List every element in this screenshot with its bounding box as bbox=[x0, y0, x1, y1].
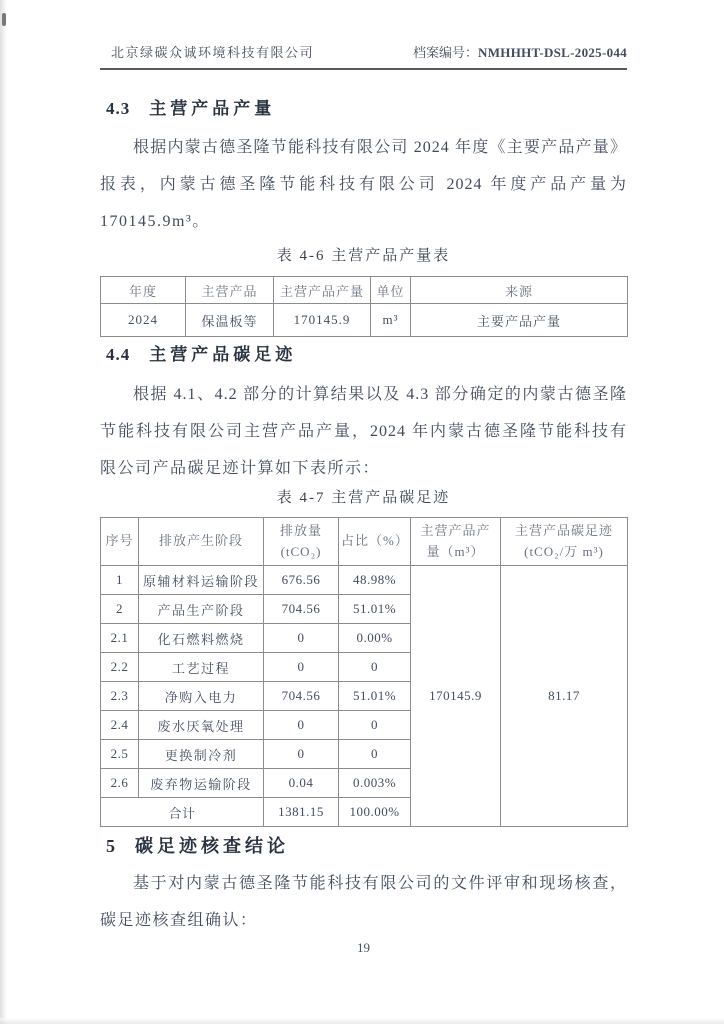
table-cell: 48.98% bbox=[339, 566, 411, 595]
column-header-year: 年度 bbox=[101, 277, 186, 304]
total-label-cell: 合计 bbox=[101, 798, 264, 827]
table-cell: 产品生产阶段 bbox=[139, 595, 264, 624]
table-cell: 化石燃料燃烧 bbox=[139, 624, 264, 653]
header-line: (tCO₂/万 m³) bbox=[524, 543, 604, 559]
merged-product-output-cell: 170145.9 bbox=[411, 566, 501, 827]
section-heading-4-4 bbox=[106, 345, 296, 365]
column-header-share: 占比（%） bbox=[339, 518, 411, 566]
column-header-stage: 排放产生阶段 bbox=[139, 518, 264, 566]
paragraph-line: 报表，内蒙古德圣隆节能科技有限公司 2024 年度产品产量为 bbox=[100, 175, 627, 193]
section-number: 4.4 bbox=[106, 345, 131, 364]
table-cell: 0.00% bbox=[339, 624, 411, 653]
header-line: (tCO₂) bbox=[280, 543, 322, 559]
column-header-product-output bbox=[411, 518, 501, 566]
table-cell: 0 bbox=[264, 624, 339, 653]
table-cell: 2.1 bbox=[101, 624, 139, 653]
header-line: 主营产品碳足迹 bbox=[514, 523, 613, 539]
table-cell: 2.3 bbox=[101, 682, 139, 711]
table-cell: 2.4 bbox=[101, 711, 139, 740]
table-cell: 704.56 bbox=[264, 595, 339, 624]
page-number: 19 bbox=[357, 940, 370, 955]
table-header-row bbox=[101, 277, 628, 304]
paragraph-line: 限公司产品碳足迹计算如下表所示： bbox=[100, 459, 381, 477]
table-4-6-caption: 表 4-6 主营产品产量表 bbox=[276, 248, 451, 264]
table-cell: 0 bbox=[339, 711, 411, 740]
header-line: 量（m³） bbox=[426, 543, 485, 559]
table-cell: 2.5 bbox=[101, 740, 139, 769]
scan-edge-shadow-left bbox=[0, 0, 7, 1024]
archive-label: 档案编号： bbox=[413, 45, 479, 60]
table-cell: 更换制冷剂 bbox=[139, 740, 264, 769]
paragraph-line: 根据 4.1、4.2 部分的计算结果以及 4.3 部分确定的内蒙古德圣隆 bbox=[133, 386, 627, 403]
section-heading-5 bbox=[106, 836, 289, 856]
paragraph-4-3 bbox=[100, 130, 627, 240]
table-cell: 704.56 bbox=[264, 682, 339, 711]
table-cell: 废水厌氧处理 bbox=[139, 711, 264, 740]
column-header-index: 序号 bbox=[101, 518, 139, 566]
column-header-product-footprint bbox=[501, 518, 628, 566]
table-cell: 51.01% bbox=[339, 595, 411, 624]
header-line: 排放量 bbox=[279, 523, 322, 539]
column-header-product: 主营产品 bbox=[186, 277, 274, 304]
carbon-footprint-table bbox=[100, 517, 628, 827]
section-title: 碳足迹核查结论 bbox=[135, 836, 289, 856]
section-number: 4.3 bbox=[106, 99, 131, 118]
table-4-7-caption: 表 4-7 主营产品碳足迹 bbox=[276, 490, 451, 506]
table-cell: m³ bbox=[371, 304, 411, 337]
table-cell: 保温板等 bbox=[186, 304, 274, 337]
table-cell: 净购入电力 bbox=[139, 682, 264, 711]
paragraph-4-4 bbox=[100, 377, 627, 487]
table-cell: 2.6 bbox=[101, 769, 139, 798]
product-output-table bbox=[100, 276, 628, 337]
paragraph-line: 170145.9m³。 bbox=[100, 212, 210, 230]
table-cell: 51.01% bbox=[339, 682, 411, 711]
table-cell: 0 bbox=[264, 653, 339, 682]
paragraph-line: 基于对内蒙古德圣隆节能科技有限公司的文件评审和现场核查， bbox=[133, 875, 627, 892]
section-number: 5 bbox=[106, 836, 116, 856]
section-title: 主营产品碳足迹 bbox=[149, 345, 297, 364]
column-header-unit: 单位 bbox=[371, 277, 411, 304]
paragraph-line: 根据内蒙古德圣隆节能科技有限公司 2024 年度《主要产品产量》 bbox=[133, 139, 627, 156]
table-header-row bbox=[101, 518, 628, 566]
company-name: 北京绿碳众诚环境科技有限公司 bbox=[111, 45, 315, 60]
table-cell: 废弃物运输阶段 bbox=[139, 769, 264, 798]
table-cell: 工艺过程 bbox=[139, 653, 264, 682]
total-emission-cell: 1381.15 bbox=[264, 798, 339, 827]
document-header bbox=[100, 42, 627, 70]
total-share-cell: 100.00% bbox=[339, 798, 411, 827]
table-cell: 0 bbox=[339, 740, 411, 769]
merged-footprint-cell: 81.17 bbox=[501, 566, 628, 827]
column-header-output: 主营产品产量 bbox=[274, 277, 371, 304]
column-header-emission bbox=[264, 518, 339, 566]
table-cell: 2.2 bbox=[101, 653, 139, 682]
section-title: 主营产品产量 bbox=[149, 99, 276, 118]
table-cell: 2024 bbox=[101, 304, 186, 337]
column-header-source: 来源 bbox=[411, 277, 628, 304]
table-cell: 170145.9 bbox=[274, 304, 371, 337]
table-cell: 676.56 bbox=[264, 566, 339, 595]
scan-artifact bbox=[2, 13, 6, 26]
table-cell: 0 bbox=[339, 653, 411, 682]
table-cell: 2 bbox=[101, 595, 139, 624]
table-cell: 1 bbox=[101, 566, 139, 595]
paragraph-line: 节能科技有限公司主营产品产量，2024 年内蒙古德圣隆节能科技有 bbox=[100, 422, 627, 440]
table-cell: 主要产品产量 bbox=[411, 304, 628, 337]
table-row bbox=[101, 304, 628, 337]
archive-number bbox=[413, 42, 627, 61]
table-cell: 0.003% bbox=[339, 769, 411, 798]
table-row bbox=[101, 566, 628, 595]
table-cell: 原辅材料运输阶段 bbox=[139, 566, 264, 595]
table-cell: 0 bbox=[264, 711, 339, 740]
table-cell: 0.04 bbox=[264, 769, 339, 798]
archive-number-value: NMHHHT-DSL-2025-044 bbox=[478, 45, 627, 60]
section-heading-4-3 bbox=[106, 99, 275, 119]
scan-edge-shadow-bottom bbox=[0, 1018, 724, 1024]
header-line: 主营产品产 bbox=[420, 523, 491, 539]
paragraph-5 bbox=[100, 866, 627, 940]
table-cell: 0 bbox=[264, 740, 339, 769]
paragraph-line: 碳足迹核查组确认： bbox=[100, 911, 258, 929]
